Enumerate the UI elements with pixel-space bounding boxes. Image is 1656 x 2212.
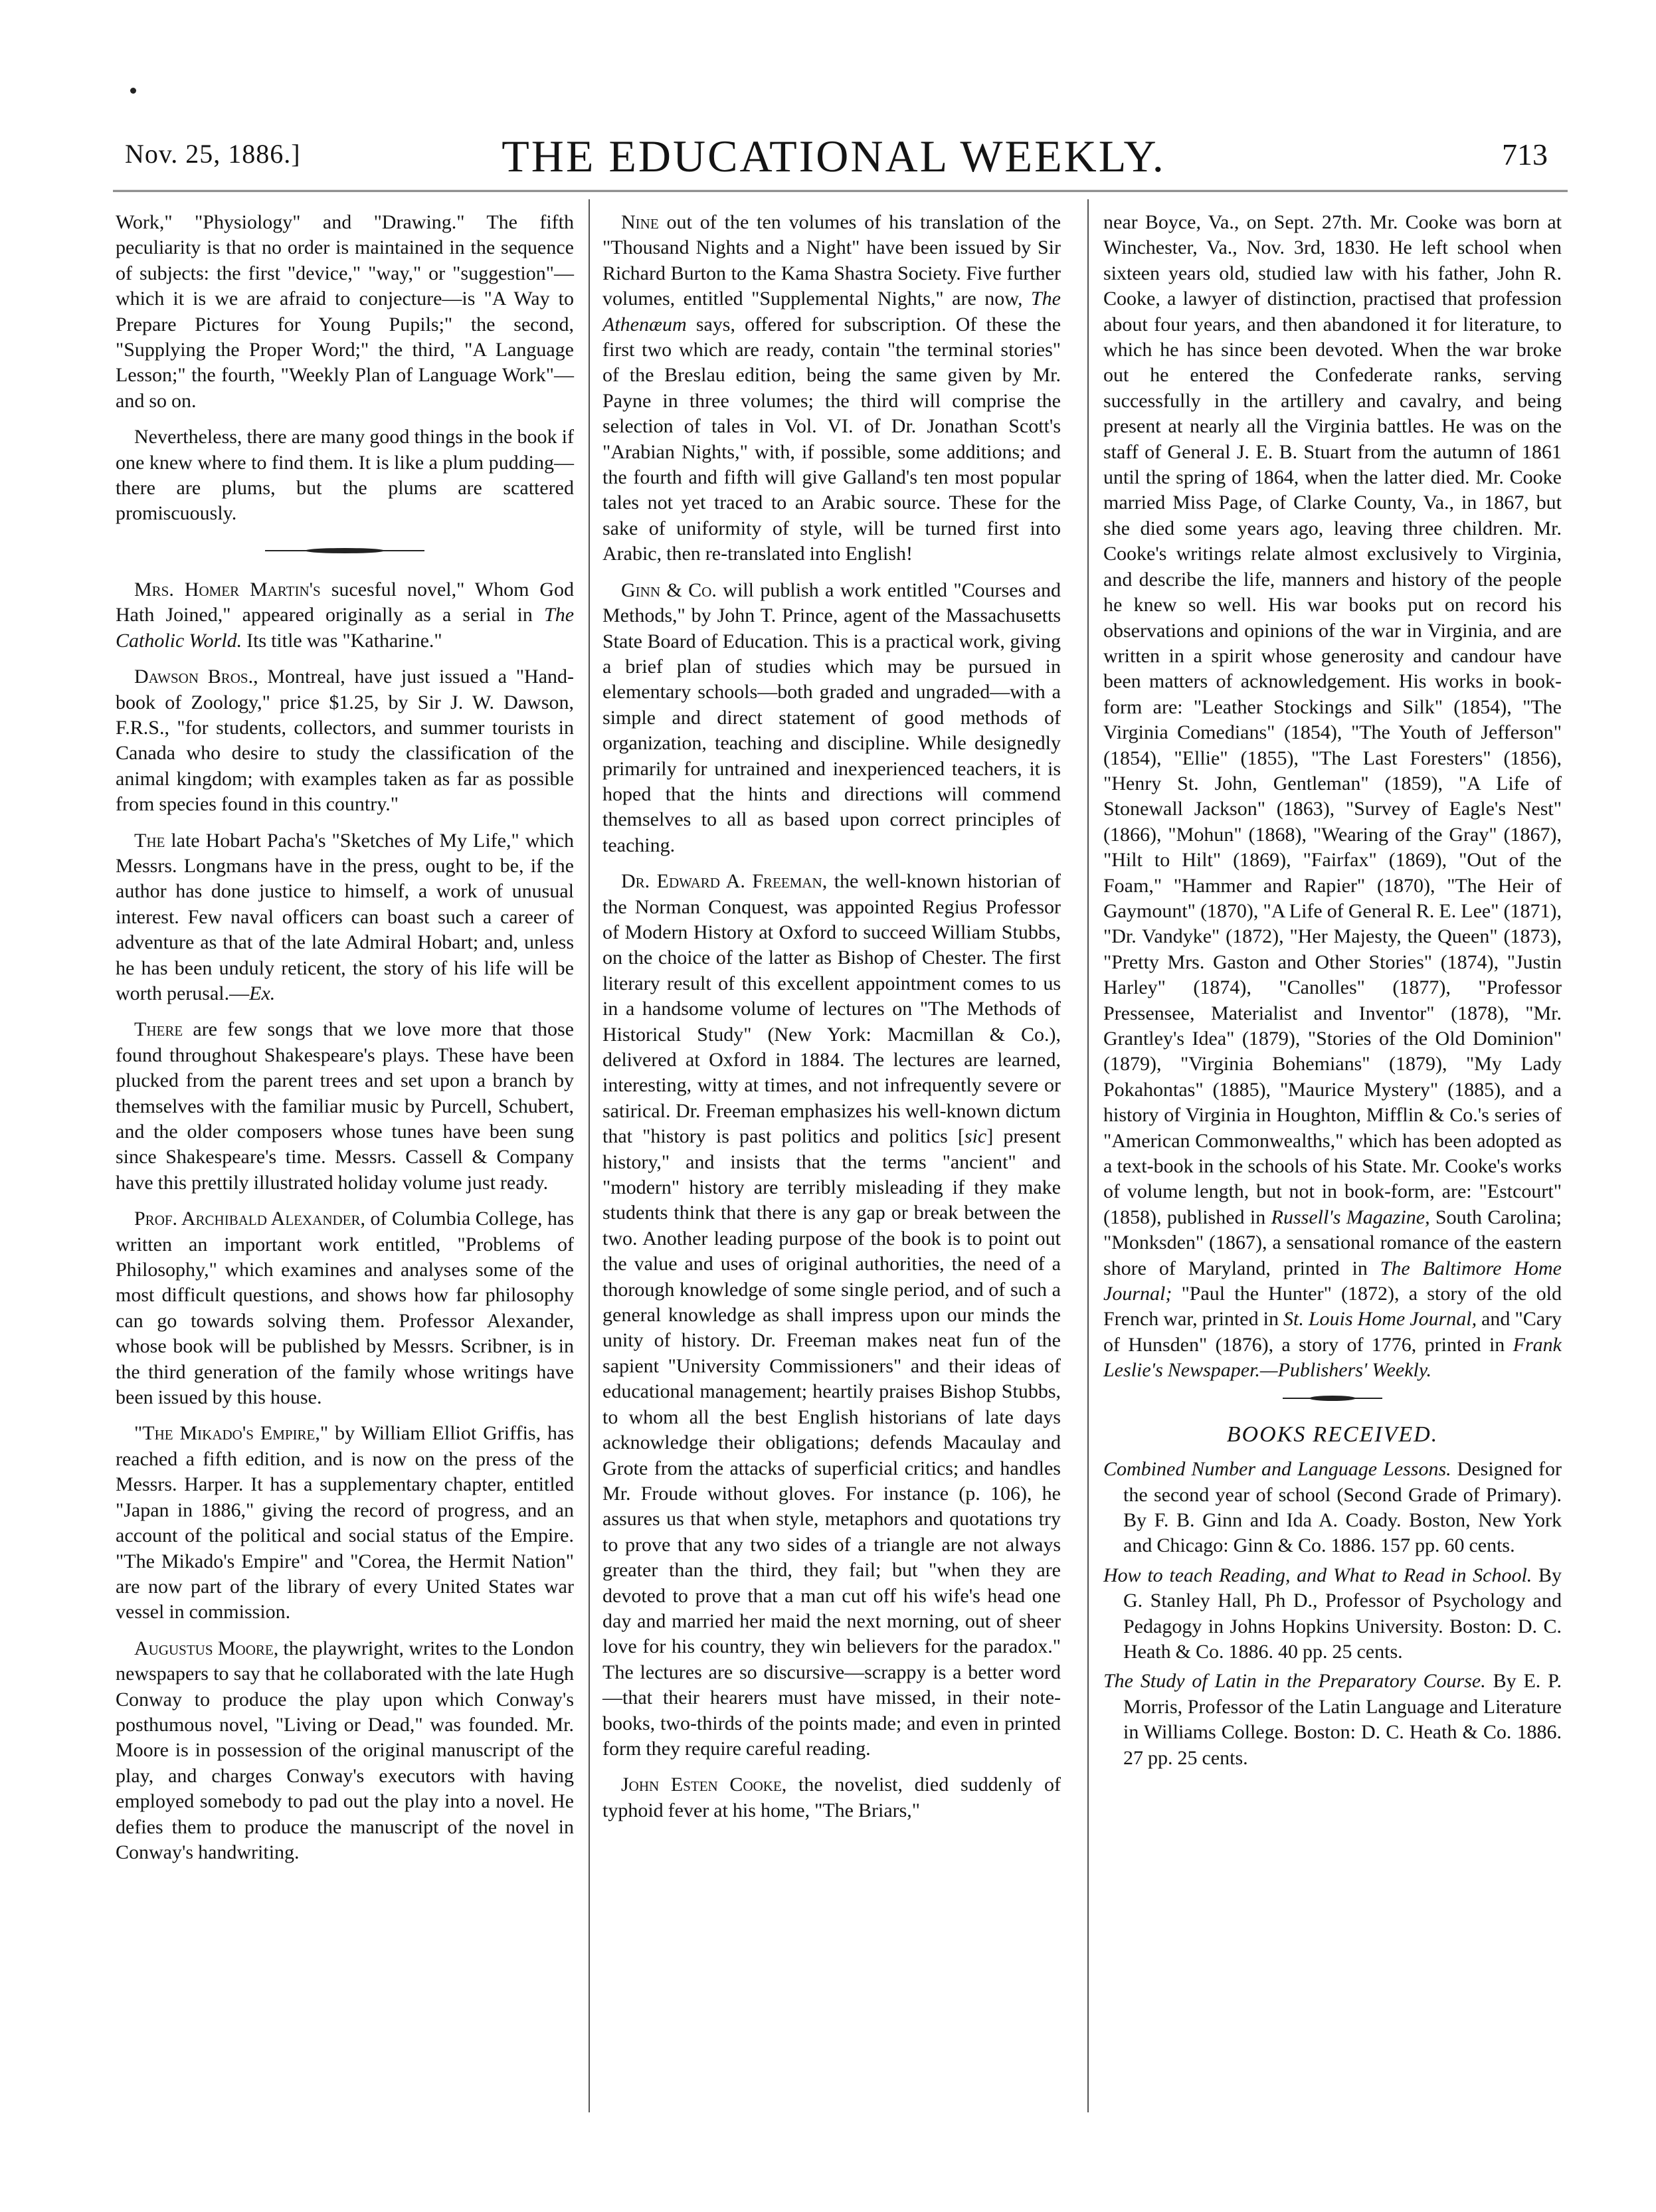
paragraph-lead: John Esten Cooke,: [621, 1774, 787, 1796]
paragraph-lead: "The Mikado's Empire,": [134, 1422, 329, 1445]
publication-title: THE EDUCATIONAL WEEKLY.: [502, 131, 1166, 181]
paragraph: Nevertheless, there are many good things in the book if one knew where to find them. It is like a plum pudding—there are plums, but the plums are scattered promiscuously.: [116, 426, 574, 525]
paragraph-lead: The: [134, 829, 165, 852]
books-received-heading: BOOKS RECEIVED.: [1226, 1422, 1439, 1447]
section-ornament: [265, 547, 424, 555]
paragraph: The late Hobart Pacha's "Sketches of My Life," which Messrs. Longmans have in the press, ought to be, if the author has done justice to himself, a work of unusual interest. Few naval officers can boast such a career of adventure as that of the late Admiral Hobart; and, unless he has been unduly reticent, the story of his life will be worth perusal.—Ex.: [116, 829, 575, 1004]
book-entry: [1103, 1669, 1562, 1771]
book-details: Designed for the second year of school (Second Grade of Primary). By F. B. Ginn and Ida A. Coady. Boston, New York and Chicago: Ginn & Co. 1886. 157 pp. 60 cents.: [1123, 1458, 1562, 1557]
book-details: By G. Stanley Hall, Ph D., Professor of Psychology and Pedagogy in Johns Hopkins University. Boston: D. C. Heath & Co. 1886. 40 pp. 25 cents.: [1123, 1564, 1562, 1663]
book-title: Combined Number and Language Lessons.: [1103, 1458, 1451, 1481]
source-note: Ex.: [249, 982, 276, 1004]
paragraph: Prof. Archibald Alexander, of Columbia College, has written an important work entitled, "Problems of Philosophy," which examines and analyses some of the most difficult questions, and shows how far philosophy can go towards solving them. Professor Alexander, whose book will be published by Messrs. Scribner, is in the third generation of the family whose writings have been issued by this house.: [116, 1208, 575, 1409]
paragraph: "The Mikado's Empire," by William Elliot Griffis, has reached a fifth edition, and is now on the press of the Messrs. Harper. It has a supplementary chapter, entitled "Japan in 1886," giving the record of progress, and an account of the political and social status of the Empire. "The Mikado's Empire" and "Corea, the Hermit Nation" are now part of the library of every United States war vessel in commission.: [116, 1422, 575, 1623]
paragraph-lead: Mrs. Homer Martin's: [134, 578, 321, 600]
paragraph-lead: There: [134, 1018, 183, 1041]
book-entry: [1103, 1563, 1562, 1665]
periodical-title: The Athenæum: [602, 288, 1061, 335]
paragraph: near Boyce, Va., on Sept. 27th. Mr. Cooke was born at Winchester, Va., Nov. 3rd, 1830. He left school when sixteen years old, studied law with his father, John R. Cooke, a lawyer of distinction, practised that profession about four years, and then abandoned it for literature, to which he has since been devoted. When the war broke out he entered the Confederate ranks, serving successfully in the artillery and cavalry, and being present at nearly all the Virginia battles. He was on the staff of General J. E. B. Stuart from the autumn of 1861 until the spring of 1864, when the latter died. Mr. Cooke married Miss Page, of Clarke County, Va., in 1867, but she died some years ago, leaving three children. Mr. Cooke's writings relate almost exclusively to Virginia, and describe the life, manners and history of the people he knew so well. His war books put on record his observations and opinions of the war in Virginia, and are written in a spirit whose generosity and candour have been matters of acknowledgement. His works in book-form are: "Leather Stockings and Silk" (1854), "The Virginia Comedians" (1854), "The Youth of Jefferson" (1854), "Ellie" (1855), "The Last Foresters" (1856), "Henry St. John, Gentleman" (1859), "A Life of Stonewall Jackson" (1863), "Survey of Eagle's Nest" (1866), "Mohun" (1868), "Wearing of the Gray" (1867), "Hilt to Hilt" (1869), "Fairfax" (1869), "Out of the Foam," "Hammer and Rapier" (1870), "The Heir of Gaymount" (1870), "A Life of General R. E. Lee" (1871), "Dr. Vandyke" (1872), "Her Majesty, the Queen" (1873), "Pretty Mrs. Gaston and Other Stories" (1874), "Justin Harley" (1874), "Canolles" (1877), "Professor Pressensee, Materialist and Inventor" (1878), "Mr. Grantley's Idea" (1879), "Stories of the Old Dominion" (1879), "Virginia Bohemians" (1879), "My Lady Pokahontas" (1885), "Maurice Mystery" (1885), and a history of Virginia in Houghton, Mifflin & Co.'s series of "American Commonwealths," which has been adopted as a text-book in the schools of his State. Mr. Cooke's works of volume length, but not in book-form, are: "Estcourt" (1858), published in Russell's Magazine, South Carolina; "Monksden" (1867), a sensational romance of the eastern shore of Maryland, printed in The Baltimore Home Journal; "Paul the Hunter" (1872), a story of the old French war, printed in St. Louis Home Journal, and "Cary of Hunsden" (1876), a story of 1776, printed in Frank Leslie's Newspaper.—Publishers' Weekly.: [1103, 211, 1562, 1382]
column-divider: [1087, 199, 1089, 2112]
page-header: [113, 130, 1554, 190]
section-ornament: [1283, 1394, 1382, 1402]
ink-dot: [130, 88, 136, 94]
paragraph: Mrs. Homer Martin's sucesful novel," Whom God Hath Joined," appeared originally as a serial in The Catholic World. Its title was "Katharine.": [116, 578, 575, 652]
paragraph: John Esten Cooke, the novelist, died suddenly of typhoid fever at his home, "The Briars,": [602, 1774, 1061, 1821]
periodical-title: The Catholic World.: [116, 604, 575, 652]
paragraph-lead: Nine: [621, 211, 659, 233]
issue-date: Nov. 25, 1886.]: [125, 139, 301, 169]
paragraph: Dr. Edward A. Freeman, the well-known historian of the Norman Conquest, was appointed Regius Professor of Modern History at Oxford to succeed William Stubbs, on the choice of the latter as Bishop of Chester. The first literary result of this excellent appointment comes to us in a handsome volume of lectures on "The Methods of Historical Study" (New York: Macmillan & Co.), delivered at Oxford in 1884. The lectures are learned, interesting, witty at times, and not infrequently severe or satirical. Dr. Freeman emphasizes his well-known dictum that "history is past politics and politics [sic] present history," and insists that the terms "ancient" and "modern" history are terribly misleading if they make students think that there is any gap or break between the two. Another leading purpose of the book is to point out the value and uses of original authorities, the need of a thorough knowledge of some single period, and of such a general knowledge as shall impress upon our minds the unity of history. Dr. Freeman makes neat fun of the sapient "University Commissioners" and their ideas of educational management; heartily praises Bishop Stubbs, to whom all the best English historians of late days acknowledge their obligations; defends Macaulay and Grote from the attacks of superficial critics; and handles Mr. Froude without gloves. For instance (p. 106), he assures us that when style, metaphors and quotations try to prove that any two sides of a triangle are not always greater than the third, they fail; but "when they are devoted to prove that a man cut off his wife's head one day and married her maid the next morning, out of sheer love for his country, they win believers for the paradox." The lectures are so discursive—scrappy is a better word—that their hearers must have missed, in their note-books, two-thirds of the points made; and even in printed form they require careful reading.: [602, 870, 1061, 1760]
paragraph-lead: Augustus Moore,: [134, 1637, 279, 1659]
book-title: How to teach Reading, and What to Read in School.: [1103, 1564, 1532, 1586]
paragraph: Ginn & Co. will publish a work entitled "Courses and Methods," by John T. Prince, agent of the Massachusetts State Board of Education. This is a practical work, giving a brief plan of studies which may be pursued in elementary schools—both graded and ungraded—with a simple and direct statement of good methods of organization, teaching and discipline. While designedly primarily for untrained and inexperienced teachers, it is hoped that the hints and directions will commend themselves to all as based upon correct principles of teaching.: [602, 579, 1061, 856]
book-entry: [1103, 1457, 1562, 1559]
paragraph-lead: Prof. Archibald Alexander,: [134, 1208, 365, 1230]
paragraph-lead: Dr. Edward A. Freeman,: [621, 870, 828, 893]
paragraph: Augustus Moore, the playwright, writes to the London newspapers to say that he collaborated with the late Hugh Conway to produce the play upon which Conway's posthumous novel, "Living or Dead," was founded. Mr. Moore is in possession of the original manuscript of the play, and charges Conway's executors with having employed somebody to pad out the play into a novel. He defies them to produce the manuscript of the novel in Conway's handwriting.: [116, 1637, 574, 1863]
paragraph: Work," "Physiology" and "Drawing." The fifth peculiarity is that no order is maintained in the sequence of subjects: the first "device," "way," or "suggestion"—which it is we are afraid to conjecture—is "A Way to Prepare Pictures for Young Pupils;" the second, "Supplying the Proper Word;" the third, "A Language Lesson;" the fourth, "Weekly Plan of Language Work"—and so on.: [116, 211, 574, 412]
column-2: [602, 210, 1061, 1834]
column-divider: [589, 199, 590, 2112]
periodical-title: The Baltimore Home Journal;: [1103, 1257, 1562, 1305]
book-details: By E. P. Morris, Professor of the Latin Language and Literature in Williams College. Boston: D. C. Heath & Co. 1886. 27 pp. 25 cents.: [1123, 1670, 1562, 1769]
periodical-title: Russell's Magazine,: [1271, 1206, 1430, 1228]
paragraph: Nine out of the ten volumes of his translation of the "Thousand Nights and a Night" have been issued by Sir Richard Burton to the Kama Shastra Society. Five further volumes, entitled "Supplemental Nights," are now, The Athenæum says, offered for subscription. Of these the first two which are ready, contain "the terminal stories" of the Breslau edition, being the same given by Mr. Payne in three volumes; the third will comprise the selection of tales in Vol. VI. of Dr. Jonathan Scott's "Arabian Nights," with, if possible, some additions; and the fourth and fifth will give Galland's ten most popular tales not yet traced to an Arabic source. These for the sake of uniformity of style, will be turned first into Arabic, then re-translated into English!: [602, 211, 1061, 565]
paragraph: Dawson Bros., Montreal, have just issued a "Hand-book of Zoology," price $1.25, by Sir J. W. Dawson, F.R.S., "for students, collectors, and summer tourists in Canada who desire to study the classification of the animal kingdom; with examples taken as far as possible from species found in this country.": [116, 666, 575, 816]
source-note: Frank Leslie's Newspaper.—Publishers' Weekly.: [1103, 1333, 1562, 1382]
header-rule: [113, 190, 1568, 192]
column-3: [1103, 210, 1562, 1775]
periodical-title: St. Louis Home Journal,: [1283, 1308, 1477, 1331]
paragraph: There are few songs that we love more that those found throughout Shakespeare's plays. These have been plucked from the parent trees and set upon a branch by themselves with the familiar music by Purcell, Schubert, and the older composers whose tunes have been sung since Shakespeare's time. Messrs. Cassell & Company have this prettily illustrated holiday volume just ready.: [116, 1018, 575, 1194]
page-number: 713: [1502, 138, 1548, 171]
paragraph-lead: Ginn & Co.: [621, 579, 717, 601]
paragraph-lead: Dawson Bros.: [134, 666, 254, 688]
book-title: The Study of Latin in the Preparatory Course.: [1103, 1670, 1486, 1693]
column-1: [116, 210, 574, 1876]
